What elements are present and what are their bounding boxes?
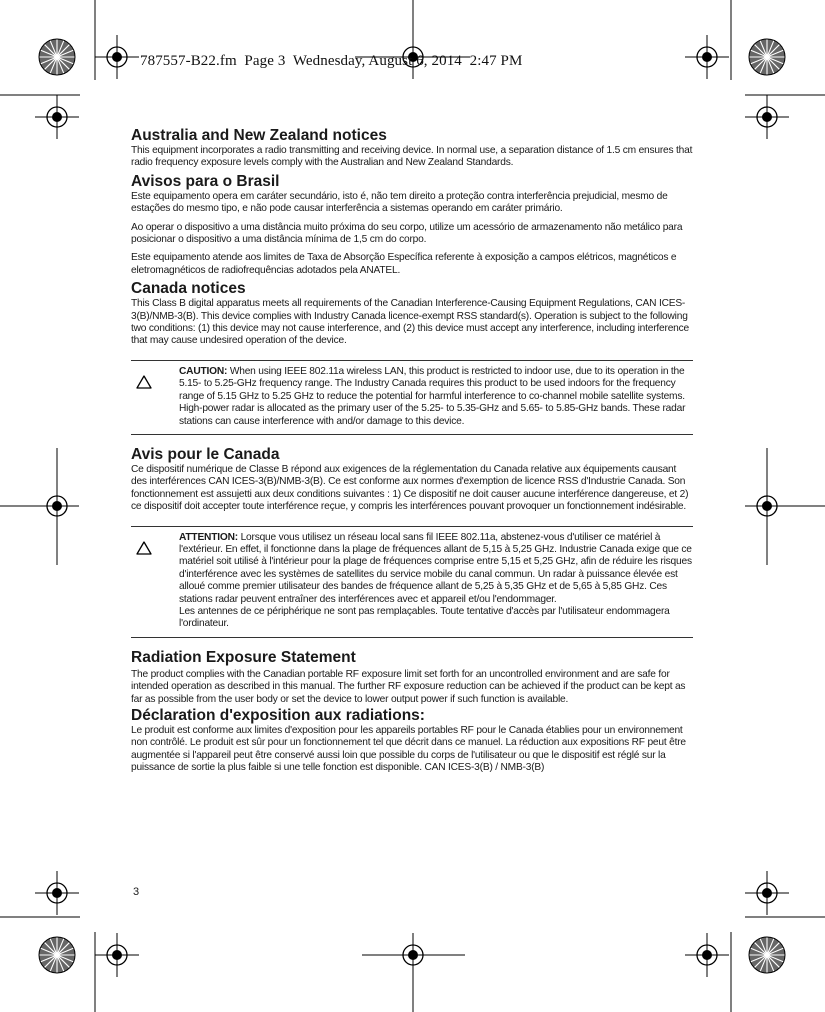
paragraph: This Class B digital apparatus meets all requirements of the Canadian Interference-Causing Equipment Regulations, CAN ICES-3(B)/NMB-3(B). This device complies with Industry Canada licence-exempt RSS standard(s). Operation is subject to the following two conditions: (1) this device may not cause interference, and (2) this device must accept any interference, including interference that may cause undesired operation of the device. — [131, 298, 689, 347]
caution-text: When using IEEE 802.11a wireless LAN, this product is restricted to indoor use, due to its operation in the 5.15- to 5.25-GHz frequency range. The Industry Canada requires this product to be used indoors for the frequency range of 5.15 GHz to 5.25 GHz to reduce the potential for harmful interference to co-channel mobile satellite systems. High-power radar is allocated as the primary user of the 5.25- to 5.35-GHz and 5.65- to 5.85-GHz bands. These radar stations can cause interference with and/or damage to this device. — [179, 365, 686, 427]
paragraph: The product complies with the Canadian portable RF exposure limit set forth for an uncontrolled environment and are safe for intended operation as described in this manual. The further RF exposure reduction can be achieved if the product can be kept as far as possible from the user body or set the device to lower output power if such function is available. — [131, 668, 686, 705]
caution-triangle-icon — [136, 375, 152, 389]
caution-label: CAUTION: — [179, 365, 228, 377]
paragraph: Este equipamento opera em caráter secundário, isto é, não tem direito a proteção contra interferência prejudicial, mesmo de estações do mesmo tipo, e não pode causar interferência a sistemas operando em caráter primário. — [131, 190, 668, 215]
paragraph: Ao operar o dispositivo a uma distância muito próxima do seu corpo, utilize um acessório de armazenamento não metálico para posicionar o dispositivo a uma distância mínima de 1,5 cm do corpo. — [131, 221, 683, 246]
attention-text: Lorsque vous utilisez un réseau local sans fil IEEE 802.11a, abstenez-vous d'utiliser ce matériel à l'extérieur. En effet, il fonctionne dans la plage de fréquences allant de 5,15 à 5,25 GHz. Industrie Canada exige que ce matériel soit utilisé à l'intérieur pour la plage de fréquences comprise entre 5,15 et 5,25 GHz, afin de réduire les risques d'interférence avec les systèmes de satellites du service mobile du canal commun. Un radar à puissance élevée est alloué comme premier utilisateur des bandes de fréquence allant de 5,25 à 5,35 GHz et de 5,65 à 5,85 GHz. Ces stations radar peuvent entraîner des interférences avec et appareil et/ou l'endommager. — [179, 531, 692, 605]
print-slug-header: 787557-B22.fm Page 3 Wednesday, August 6, 2014 2:47 PM — [140, 53, 523, 69]
paragraph: Le produit est conforme aux limites d'exposition pour les appareils portables RF pour le Canada établies pour un environnement non contrôlé. Le produit est sûr pour un fonctionnement tel que décrit dans ce manuel. La réduction aux expositions RF peut être augmentée si l'appareil peut être conservé aussi loin que possible du corps de l'utilisateur ou que le dispositif est réglé sur la puissance de sortie la plus faible si une telle fonction est disponible. CAN ICES-3(B) / NMB-3(B) — [131, 725, 686, 774]
page-number: 3 — [133, 886, 140, 898]
heading-avis-canada: Avis pour le Canada — [131, 445, 280, 463]
heading-canada: Canada notices — [131, 280, 246, 298]
attention-label: ATTENTION: — [179, 531, 238, 543]
attention-note — [131, 526, 693, 638]
document-body — [131, 126, 693, 775]
heading-brasil: Avisos para o Brasil — [131, 172, 280, 190]
caution-triangle-icon — [136, 541, 152, 555]
paragraph: Ce dispositif numérique de Classe B répond aux exigences de la réglementation du Canada relative aux équipements causant des interférences CAN ICES-3(B)/NMB-3(B). Ce est conforme aux normes d'exemption de licence RSS d'Industrie Canada. Son fonctionnement est assujetti aux deux conditions suivantes : 1) Ce dispositif ne doit causer aucune interférence dangereuse, et 2) ce dispositif doit accepter toute interférence reçue, y compris les interférences pouvant provoquer un fonctionnement indésirable. — [131, 463, 689, 513]
heading-australia: Australia and New Zealand notices — [131, 127, 387, 144]
paragraph: Este equipamento atende aos limites de Taxa de Absorção Específica referente à exposição a campos elétricos, magnéticos e eletromagnéticos de radiofrequências adotados pela ANATEL. — [131, 252, 677, 276]
heading-declaration: Déclaration d'exposition aux radiations: — [131, 707, 425, 724]
attention-text-2: Les antennes de ce périphérique ne sont pas remplaçables. Toute tentative d'accès par l'utilisateur endommagera l'ordinateur. — [179, 605, 670, 630]
heading-radiation: Radiation Exposure Statement — [131, 648, 356, 666]
caution-note — [131, 360, 693, 435]
paragraph: This equipment incorporates a radio transmitting and receiving device. In normal use, a separation distance of 1.5 cm ensures that radio frequency exposure levels comply with the Australian and New Zealand Standards. — [131, 145, 693, 169]
